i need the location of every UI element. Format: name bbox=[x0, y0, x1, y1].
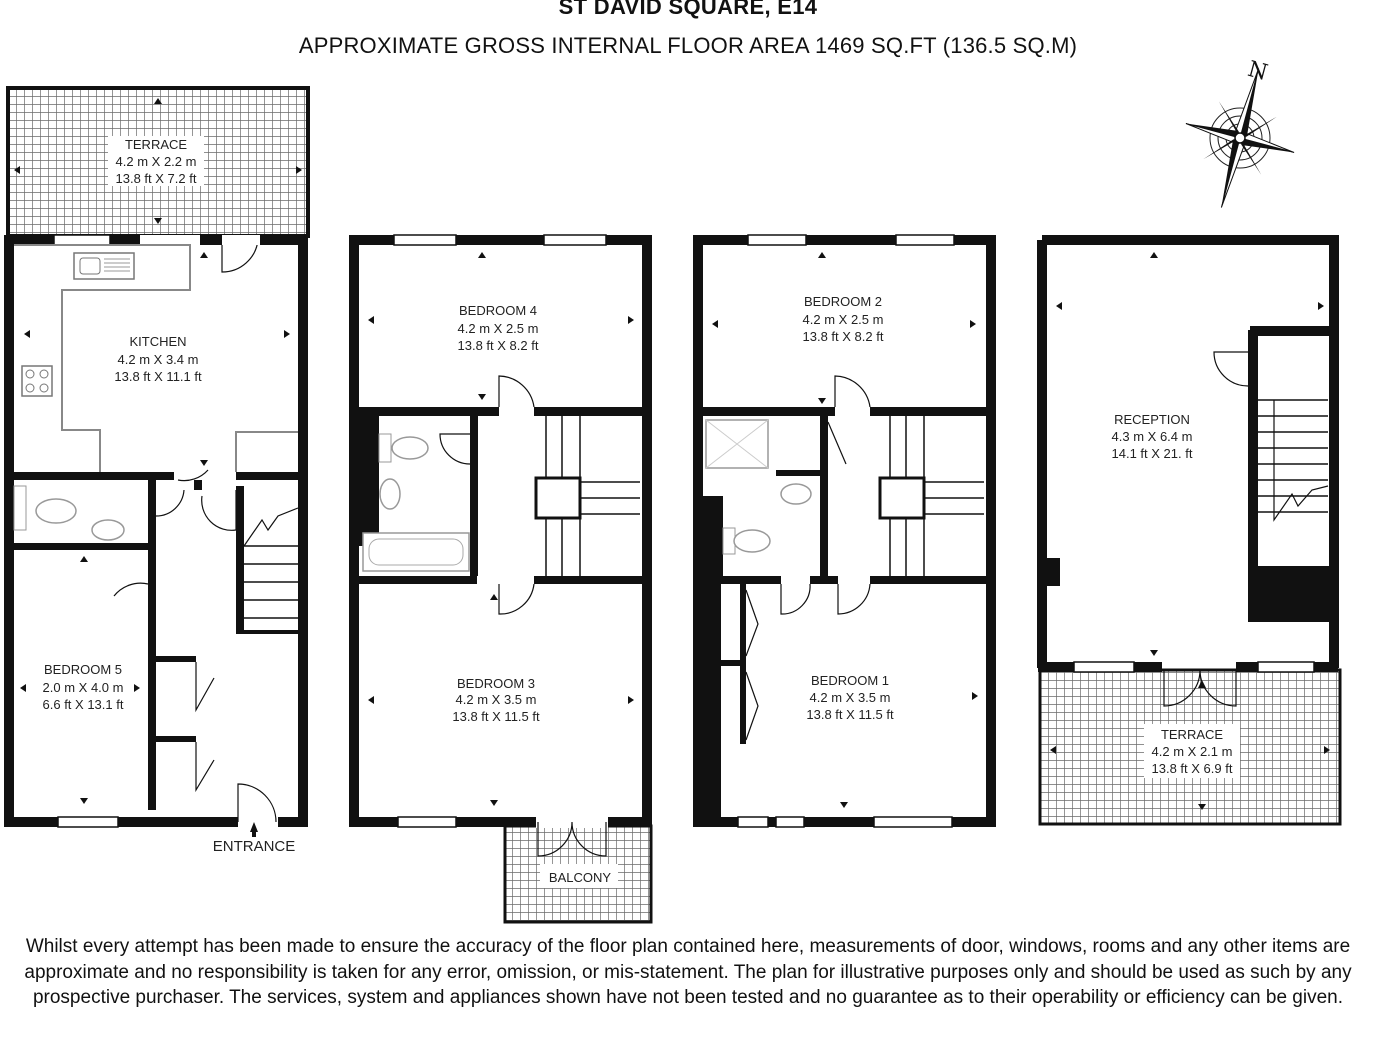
bedroom2-name: BEDROOM 2 bbox=[803, 294, 883, 309]
bedroom4-metric: 4.2 m X 2.5 m bbox=[457, 321, 539, 336]
bedroom1-metric: 4.2 m X 3.5 m bbox=[809, 690, 891, 705]
bedroom1-imperial: 13.8 ft X 11.5 ft bbox=[806, 707, 894, 722]
terrace-ground-name: TERRACE bbox=[124, 137, 188, 152]
bedroom5-imperial: 6.6 ft X 13.1 ft bbox=[42, 697, 124, 712]
kitchen-name: KITCHEN bbox=[129, 334, 187, 349]
kitchen-imperial: 13.8 ft X 11.1 ft bbox=[114, 369, 202, 384]
ground-floor-plan bbox=[8, 88, 308, 837]
sink-icon bbox=[74, 253, 134, 279]
bedroom2-imperial: 13.8 ft X 8.2 ft bbox=[802, 329, 884, 344]
hob-icon bbox=[22, 366, 52, 396]
kitchen-metric: 4.2 m X 3.4 m bbox=[117, 352, 199, 367]
terrace-top-name: TERRACE bbox=[1160, 727, 1224, 742]
bedroom1-name: BEDROOM 1 bbox=[810, 673, 890, 688]
entrance-label: ENTRANCE bbox=[212, 838, 296, 855]
compass-north-label: N bbox=[1245, 56, 1271, 87]
terrace-ground-metric: 4.2 m X 2.2 m bbox=[115, 154, 197, 169]
disclaimer-text: Whilst every attempt has been made to ensure the accuracy of the floor plan contained here, measurements of door, windows, rooms and any other items are approximate and no responsibility is taken for any error, omission, or mis-statement. The plan for illustrative purposes only and should be used as such by any prospective purchaser. The services, system and appliances shown have not been tested and no guarantee as to their operability or efficiency can be given. bbox=[24, 936, 1352, 1008]
bedroom5-name: BEDROOM 5 bbox=[43, 662, 123, 677]
terrace-top-metric: 4.2 m X 2.1 m bbox=[1151, 744, 1233, 759]
bedroom3-metric: 4.2 m X 3.5 m bbox=[455, 692, 537, 707]
bedroom4-name: BEDROOM 4 bbox=[458, 303, 538, 318]
reception-name: RECEPTION bbox=[1114, 412, 1190, 427]
bedroom3-imperial: 13.8 ft X 11.5 ft bbox=[452, 709, 540, 724]
bedroom2-metric: 4.2 m X 2.5 m bbox=[802, 312, 884, 327]
bedroom3-name: BEDROOM 3 bbox=[456, 676, 536, 691]
plan-subtitle: APPROXIMATE GROSS INTERNAL FLOOR AREA 1469 SQ.FT (136.5 SQ.M) bbox=[298, 33, 1078, 58]
balcony-label: BALCONY bbox=[548, 870, 612, 885]
compass-rose-icon bbox=[1167, 54, 1312, 222]
bedroom5-metric: 2.0 m X 4.0 m bbox=[42, 680, 124, 695]
bedroom4-imperial: 13.8 ft X 8.2 ft bbox=[457, 338, 539, 353]
reception-imperial: 14.1 ft X 21. ft bbox=[1111, 446, 1193, 461]
terrace-ground-imperial: 13.8 ft X 7.2 ft bbox=[115, 171, 197, 186]
plan-title: ST DAVID SQUARE, E14 bbox=[558, 0, 818, 19]
terrace-top-imperial: 13.8 ft X 6.9 ft bbox=[1151, 761, 1233, 776]
reception-metric: 4.3 m X 6.4 m bbox=[1111, 429, 1193, 444]
